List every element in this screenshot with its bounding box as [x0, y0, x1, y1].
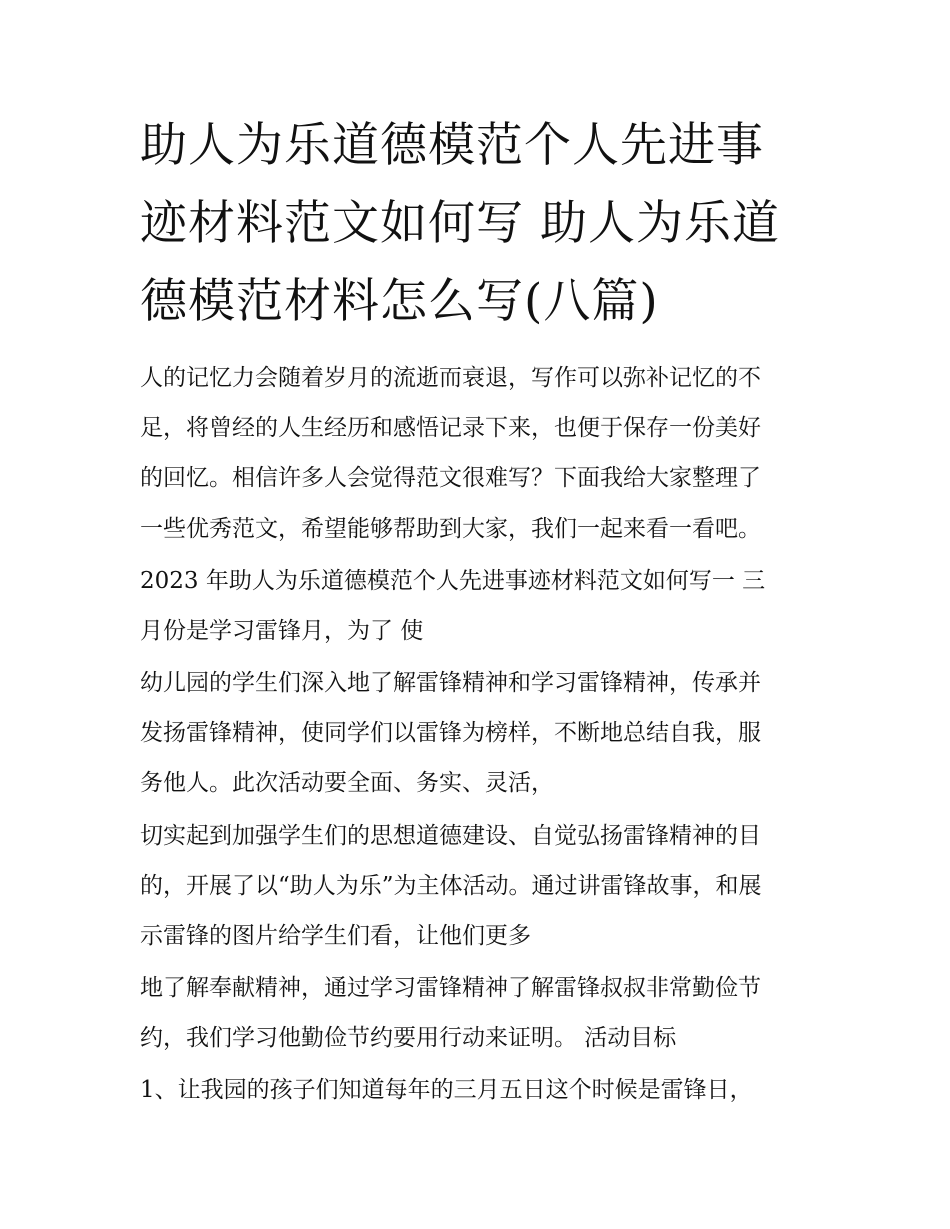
paragraph-line: 一些优秀范文，希望能够帮助到大家，我们一起来看一看吧。: [140, 516, 761, 542]
paragraph-line: 发扬雷锋精神，使同学们以雷锋为榜样，不断地总结自我，服: [140, 720, 761, 746]
paragraph-line: 的，开展了以“助人为乐”为主体活动。通过讲雷锋故事，和展: [140, 873, 762, 899]
document-title-line-2: 迹材料范文如何写 助人为乐道: [140, 196, 780, 251]
paragraph-line: 2023 年助人为乐道德模范个人先进事迹材料范文如何写一 三: [140, 568, 766, 594]
document-title-line-1: 助人为乐道德模范个人先进事: [140, 118, 764, 173]
paragraph-line: 示雷锋的图片给学生们看，让他们更多: [140, 923, 531, 949]
paragraph-line: 务他人。此次活动要全面、务实、灵活，: [140, 770, 554, 796]
paragraph-line: 切实起到加强学生们的思想道德建设、自觉弘扬雷锋精神的目: [140, 823, 761, 849]
document-title-line-3: 德模范材料怎么写(八篇): [140, 274, 659, 329]
paragraph-line: 人的记忆力会随着岁月的流逝而衰退，写作可以弥补记忆的不: [140, 365, 761, 391]
paragraph-line: 1、让我园的孩子们知道每年的三月五日这个时候是雷锋日，: [140, 1077, 753, 1103]
paragraph-line: 幼儿园的学生们深入地了解雷锋精神和学习雷锋精神，传承并: [140, 670, 761, 696]
paragraph-line: 约，我们学习他勤俭节约要用行动来证明。 活动目标: [140, 1025, 677, 1051]
paragraph-line: 的回忆。相信许多人会觉得范文很难写？下面我给大家整理了: [140, 465, 761, 491]
paragraph-line: 月份是学习雷锋月，为了 使: [140, 618, 424, 644]
paragraph-line: 地了解奉献精神，通过学习雷锋精神了解雷锋叔叔非常勤俭节: [140, 975, 761, 1001]
paragraph-line: 足，将曾经的人生经历和感悟记录下来，也便于保存一份美好: [140, 415, 761, 441]
